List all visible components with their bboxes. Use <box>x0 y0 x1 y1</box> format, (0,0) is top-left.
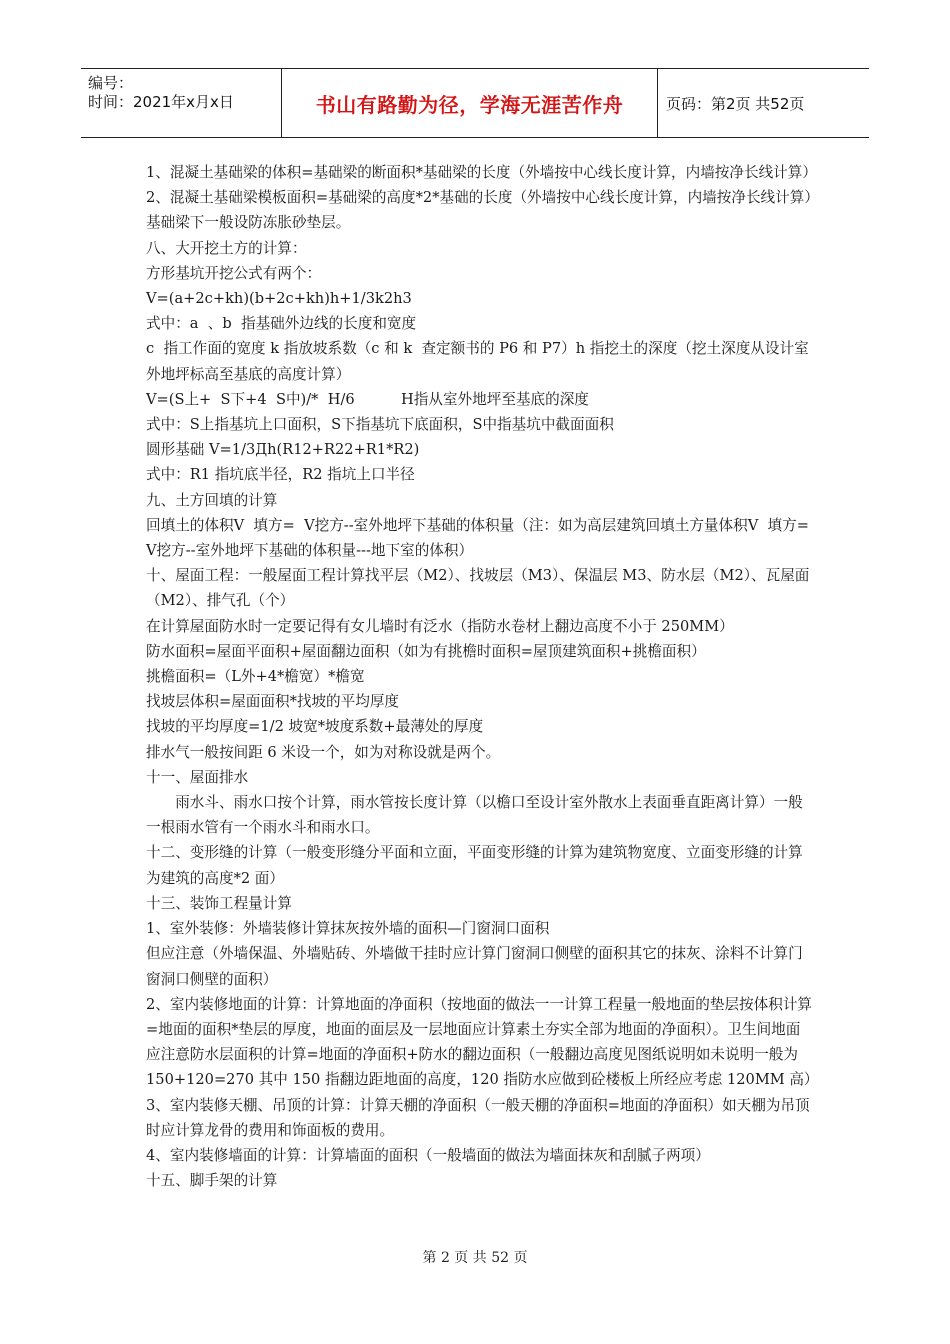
paragraph: c 指工作面的宽度 k 指放坡系数（c 和 k 查定额书的 P6 和 P7）h 指挖土的深度（挖土深度从设计室外地坪标高至基底的高度计算） <box>146 340 809 383</box>
section-heading: 八、大开挖土方的计算： <box>146 239 307 257</box>
paragraph: 回填土的体积V 填方= V挖方--室外地坪下基础的体积量（注：如为高层建筑回填土方量体积V 填方= V挖方--室外地坪下基础的体积量---地下室的体积） <box>146 516 819 560</box>
document-code-label: 编号： <box>88 74 134 92</box>
header-meta-cell <box>81 69 282 137</box>
header-motto-cell <box>282 69 658 137</box>
section-heading: 十五、脚手架的计算 <box>146 1172 278 1190</box>
paragraph: 雨水斗、雨水口按个计算，雨水管按长度计算（以檐口至设计室外散水上表面垂直距离计算）一般一根雨水管有一个雨水斗和雨水口。 <box>146 794 803 837</box>
document-date: 时间：2021年x月x日 <box>88 93 234 111</box>
paragraph: 但应注意（外墙保温、外墙贴砖、外墙做干挂时应计算门窗洞口侧壁的面积其它的抹灰、涂料不计算门窗洞口侧壁的面积） <box>146 945 803 988</box>
motto-text: 书山有路勤为径，学海无涯苦作舟 <box>315 92 624 117</box>
formula: V=(S上+ S下+4 S中)/* H/6 H指从室外地坪至基底的深度 <box>146 390 589 408</box>
section-heading: 十三、装饰工程量计算 <box>146 894 292 912</box>
paragraph: 4、室内装修墙面的计算：计算墙面的面积（一般墙面的做法为墙面抹灰和刮腻子两项） <box>146 1146 710 1164</box>
paragraph: 1、混凝土基础梁的体积=基础梁的断面积*基础梁的长度（外墙按中心线长度计算，内墙按净长线计算） <box>146 164 817 181</box>
section-heading: 九、土方回填的计算 <box>146 491 278 509</box>
paragraph: 防水面积=屋面平面积+屋面翻边面积（如为有挑檐时面积=屋顶建筑面积+挑檐面积） <box>146 642 706 660</box>
paragraph: 排水气一般按间距 6 米设一个，如为对称设就是两个。 <box>146 743 501 761</box>
formula: V=(a+2c+kh)(b+2c+kh)h+1/3k2h3 <box>146 290 412 308</box>
paragraph: 式中：a 、b 指基础外边线的长度和宽度 <box>146 315 417 333</box>
paragraph: 方形基坑开挖公式有两个： <box>146 264 322 282</box>
section-heading: 十二、变形缝的计算（一般变形缝分平面和立面，平面变形缝的计算为建筑物宽度、立面变形缝的计算为建筑的高度*2 面） <box>146 844 803 887</box>
paragraph: 式中：S上指基坑上口面积，S下指基坑下底面积，S中指基坑中截面面积 <box>146 416 614 434</box>
paragraph: 找坡的平均厚度=1/2 坡宽*坡度系数+最薄处的厚度 <box>146 718 484 736</box>
paragraph: 3、室内装修天棚、吊顶的计算：计算天棚的净面积（一般天棚的净面积=地面的净面积）如天棚为吊顶时应计算龙骨的费用和饰面板的费用。 <box>146 1096 810 1139</box>
paragraph: 式中：R1 指坑底半径，R2 指坑上口半径 <box>146 466 415 484</box>
section-heading: 十、屋面工程：一般屋面工程计算找平层（M2）、找坡层（M3）、保温层 M3、防水层（M2）、瓦屋面（M2）、排气孔（个） <box>146 567 810 610</box>
paragraph: 2、混凝土基础梁模板面积=基础梁的高度*2*基础的长度（外墙按中心线长度计算，内墙按净长线计算）基础梁下一般设防冻胀砂垫层。 <box>146 189 812 232</box>
header-table <box>81 68 869 138</box>
paragraph: 1、室外装修：外墙装修计算抹灰按外墙的面积—门窗洞口面积 <box>146 920 550 938</box>
header-page-cell <box>658 69 877 137</box>
paragraph: 找坡层体积=屋面面积*找坡的平均厚度 <box>146 693 400 711</box>
section-heading: 十一、屋面排水 <box>146 768 249 786</box>
document-body <box>146 160 819 1193</box>
page-footer: 第 2 页 共 52 页 <box>422 1250 528 1266</box>
page-info: 页码：第2页 共52页 <box>666 94 805 113</box>
paragraph: 2、室内装修地面的计算：计算地面的净面积（按地面的做法一一计算工程量一般地面的垫层按体积计算=地面的面积*垫层的厚度，地面的面层及一层地面应计算素土夯实全部为地面的净面积）。卫生间地面应注意防水层面积的计算=地面的净面积+防水的翻边面积（一般翻边高度见图纸说明如未说明一般为 150+120=270 其中 150 指翻边距地面的高度，120 指防水应做到砼楼板上所经应考虑 120MM 高） <box>146 995 819 1089</box>
formula: 圆形基础 V=1/3Дh(R12+R22+R1*R2) <box>146 441 420 459</box>
paragraph: 挑檐面积=（L外+4*檐宽）*檐宽 <box>146 668 365 686</box>
paragraph: 在计算屋面防水时一定要记得有女儿墙时有泛水（指防水卷材上翻边高度不小于 250MM） <box>146 617 734 635</box>
